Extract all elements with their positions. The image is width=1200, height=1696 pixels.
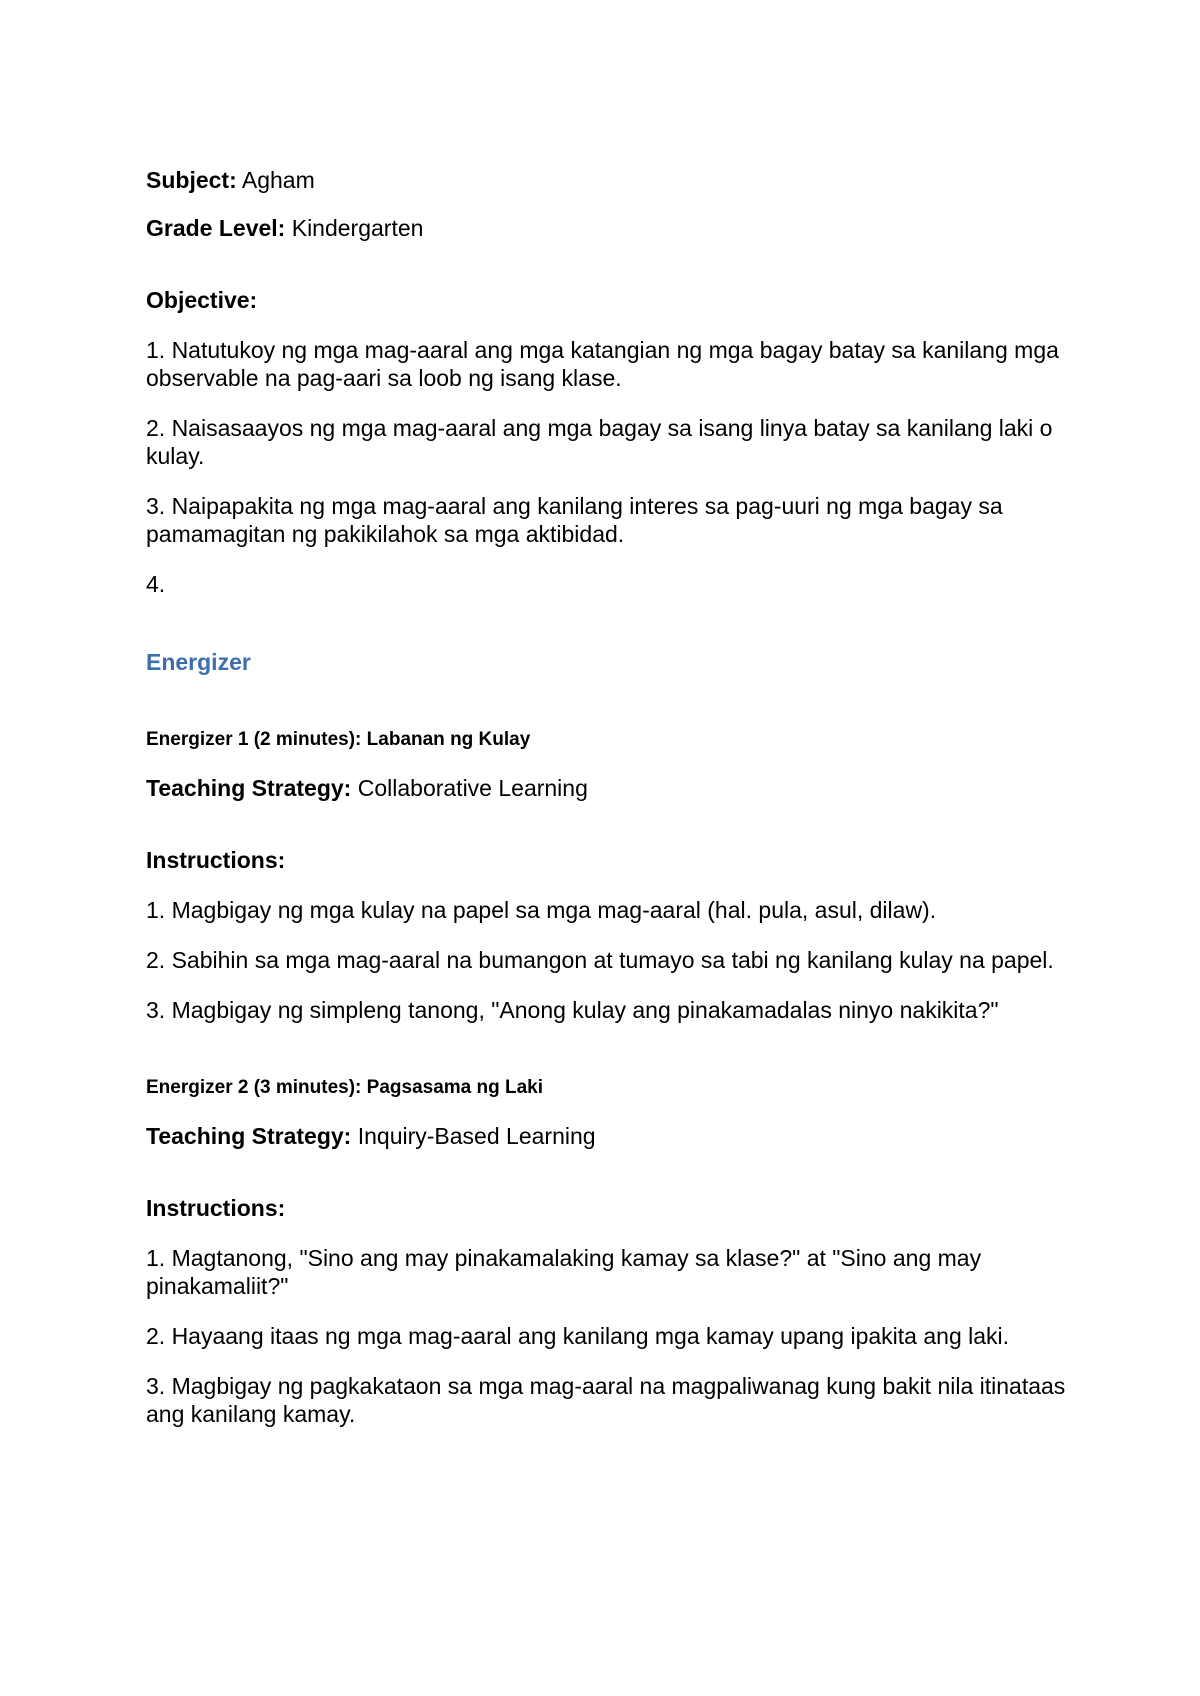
energizer-1-strategy-label: Teaching Strategy: xyxy=(146,775,352,801)
energizer-2-strategy-value: Inquiry-Based Learning xyxy=(351,1123,596,1149)
energizer-2-strategy-label: Teaching Strategy: xyxy=(146,1123,352,1149)
energizer-1-step-3: 3. Magbigay ng simpleng tanong, "Anong kulay ang pinakamadalas ninyo nakikita?" xyxy=(146,997,999,1023)
objective-item-2: 2. Naisasaayos ng mga mag-aaral ang mga bagay sa isang linya batay sa kanilang laki o kulay. xyxy=(146,415,1053,469)
energizer-heading: Energizer xyxy=(146,649,251,675)
energizer-1-title: Energizer 1 (2 minutes): Labanan ng Kulay xyxy=(146,729,531,750)
document-content xyxy=(146,166,1066,1428)
energizer-1-step-1: 1. Magbigay ng mga kulay na papel sa mga mag-aaral (hal. pula, asul, dilaw). xyxy=(146,897,937,923)
energizer-2-step-2: 2. Hayaang itaas ng mga mag-aaral ang kanilang mga kamay upang ipakita ang laki. xyxy=(146,1323,1010,1349)
objective-item-1: 1. Natutukoy ng mga mag-aaral ang mga katangian ng mga bagay batay sa kanilang mga observable na pag-aari sa loob ng isang klase. xyxy=(146,337,1059,391)
grade-level-line xyxy=(146,214,1066,242)
energizer-2-step-3: 3. Magbigay ng pagkakataon sa mga mag-aaral na magpaliwanag kung bakit nila itinataas ang kanilang kamay. xyxy=(146,1373,1066,1427)
grade-level-value: Kindergarten xyxy=(285,215,424,241)
objective-heading: Objective: xyxy=(146,287,258,313)
energizer-2-title: Energizer 2 (3 minutes): Pagsasama ng Laki xyxy=(146,1077,544,1098)
energizer-2-instructions-heading: Instructions: xyxy=(146,1195,286,1221)
energizer-2-strategy-line xyxy=(146,1122,1066,1150)
energizer-1-strategy-value: Collaborative Learning xyxy=(351,775,588,801)
energizer-1-step-2: 2. Sabihin sa mga mag-aaral na bumangon at tumayo sa tabi ng kanilang kulay na papel. xyxy=(146,947,1054,973)
subject-label: Subject: xyxy=(146,167,237,193)
subject-value: Agham xyxy=(236,167,315,193)
objective-item-3: 3. Naipapakita ng mga mag-aaral ang kanilang interes sa pag-uuri ng mga bagay sa pamamagitan ng pakikilahok sa mga aktibidad. xyxy=(146,493,1003,547)
grade-level-label: Grade Level: xyxy=(146,215,286,241)
objective-item-4: 4. xyxy=(146,571,166,597)
subject-line xyxy=(146,166,1066,194)
energizer-1-strategy-line xyxy=(146,774,1066,802)
energizer-2-step-1: 1. Magtanong, "Sino ang may pinakamalaking kamay sa klase?" at "Sino ang may pinakamaliit?" xyxy=(146,1245,982,1299)
energizer-1-instructions-heading: Instructions: xyxy=(146,847,286,873)
